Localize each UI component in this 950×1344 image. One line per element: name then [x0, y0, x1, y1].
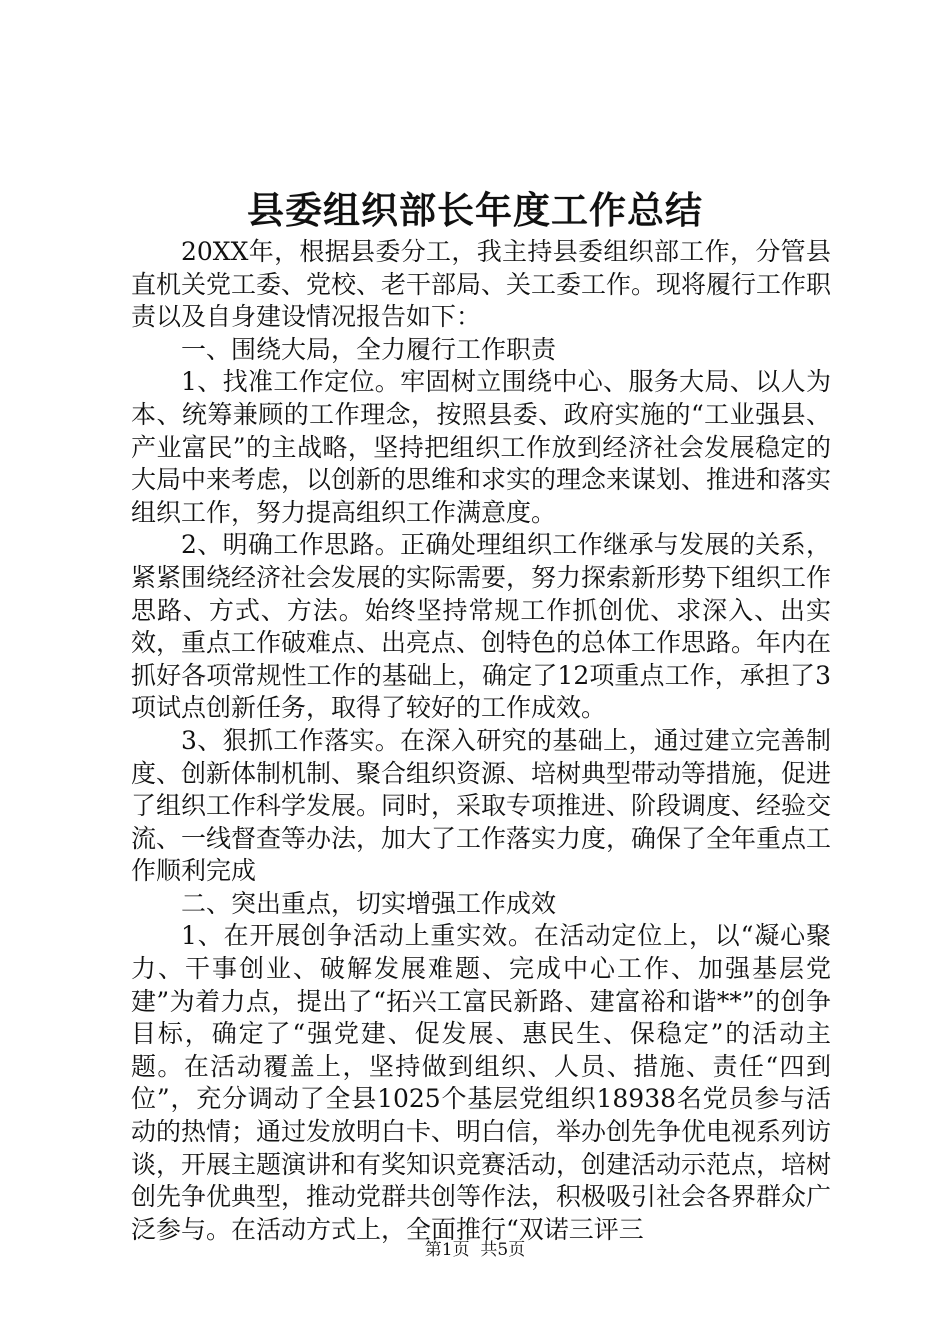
paragraph-intro: 20XX年，根据县委分工，我主持县委组织部工作，分管县直机关党工委、党校、老干部局、关工委工作。现将履行工作职责以及自身建设情况报告如下：: [131, 237, 832, 332]
document-body: [131, 236, 831, 1246]
page-number-total: 共5页: [480, 1240, 526, 1260]
paragraph-2-1: 1、在开展创争活动上重实效。在活动定位上，以“凝心聚力、干事创业、破解发展难题、完成中心工作、加强基层党建”为着力点，提出了“拓兴工富民新路、建富裕和谐**”的创争目标，确定了“强党建、促发展、惠民生、保稳定”的活动主题。在活动覆盖上，坚持做到组织、人员、措施、责任“四到位”，充分调动了全县1025个基层党组织18938名党员参与活动的热情；通过发放明白卡、明白信，举办创先争优电视系列访谈，开展主题演讲和有奖知识竞赛活动，创建活动示范点，培树创先争优典型，推动党群共创等作法，积极吸引社会各界群众广泛参与。在活动方式上，全面推行“双诺三评三: [131, 921, 832, 1244]
paragraph-1-2: 2、明确工作思路。正确处理组织工作继承与发展的关系，紧紧围绕经济社会发展的实际需要，努力探索新形势下组织工作思路、方式、方法。始终坚持常规工作抓创优、求深入、出实效，重点工作破难点、出亮点、创特色的总体工作思路。年内在抓好各项常规性工作的基础上，确定了12项重点工作，承担了3项试点创新任务，取得了较好的工作成效。: [131, 530, 832, 723]
section-heading-2: 二、突出重点，切实增强工作成效: [181, 888, 557, 918]
page-footer: [0, 1238, 950, 1262]
section-heading-1: 一、围绕大局，全力履行工作职责: [181, 334, 557, 364]
page-number-current: 第1页: [424, 1240, 470, 1260]
paragraph-1-3: 3、狠抓工作落实。在深入研究的基础上，通过建立完善制度、创新体制机制、聚合组织资源、培树典型带动等措施，促进了组织工作科学发展。同时，采取专项推进、阶段调度、经验交流、一线督查等办法，加大了工作落实力度，确保了全年重点工作顺利完成: [131, 725, 832, 886]
document-title: 县委组织部长年度工作总结: [247, 188, 703, 232]
paragraph-1-1: 1、找准工作定位。牢固树立围绕中心、服务大局、以人为本、统筹兼顾的工作理念，按照县委、政府实施的“工业强县、产业富民”的主战略，坚持把组织工作放到经济社会发展稳定的大局中来考虑，以创新的思维和求实的理念来谋划、推进和落实组织工作，努力提高组织工作满意度。: [131, 367, 832, 527]
